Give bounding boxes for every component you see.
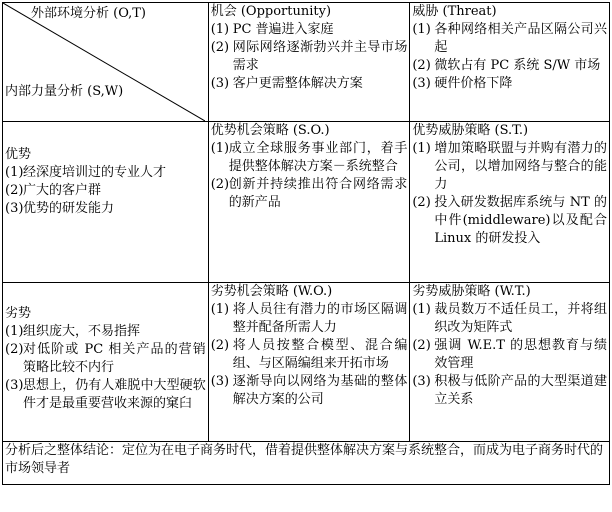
external-analysis-label: 外部环境分析 (O,T): [31, 6, 146, 21]
wt-strategy-list: [412, 301, 607, 409]
conclusion-text: 分析后之整体结论：定位为在电子商务时代，借着提供整体解决方案与系统整合，而成为电子商务时代的市场领导者: [3, 442, 610, 485]
st-strategy-list: [412, 140, 607, 248]
list-item: (3) 优势的研发能力: [5, 201, 115, 216]
swot-analysis-table: [2, 2, 610, 508]
weaknesses-title: 劣势: [5, 306, 32, 321]
st-strategy-title: 优势威胁策略 (S.T.): [412, 123, 529, 138]
opportunity-cell: [208, 3, 410, 122]
wo-strategy-cell: [208, 283, 410, 442]
internal-analysis-label: 内部力量分析 (S,W): [5, 84, 124, 99]
wo-strategy-title: 劣势机会策略 (W.O.): [210, 284, 333, 299]
list-item: (2) 将人员按整合模型、混合编组、与区隔编组来开拓市场: [210, 338, 408, 371]
list-item: (3) 硬件价格下降: [412, 76, 513, 91]
list-item: (3) 逐渐导向以网络为基础的整体解决方案的公司: [210, 374, 408, 407]
wo-strategy-list: [211, 301, 408, 409]
strengths-cell: [3, 122, 209, 283]
opportunity-title: 机会 (Opportunity): [210, 4, 332, 19]
so-strategy-list: [211, 140, 408, 212]
list-item: (1) 经深度培训过的专业人才: [5, 165, 167, 180]
diagonal-header-cell: [3, 3, 209, 122]
list-item: (1) 成立全球服务事业部门，着手提供整体解决方案－系统整合: [210, 141, 408, 174]
list-item: (2) 创新并持续推出符合网络需求的新产品: [210, 177, 408, 210]
weaknesses-row: [3, 283, 610, 442]
list-item: (3) 客户更需整体解决方案: [210, 76, 363, 91]
weaknesses-cell: [3, 283, 209, 442]
strengths-row: [3, 122, 610, 283]
opportunity-list: [211, 21, 408, 93]
list-item: (1) PC 普遍进入家庭: [210, 22, 334, 37]
list-item: (2) 对低阶或 PC 相关产品的营销策略比较不内行: [5, 342, 206, 375]
list-item: (3) 积极与低阶产品的大型渠道建立关系: [412, 374, 607, 407]
wt-strategy-cell: [410, 283, 610, 442]
list-item: (1) 各种网络相关产品区隔公司兴起: [412, 22, 607, 55]
list-item: (2) 强调 W.E.T 的思想教育与绩效管理: [412, 338, 607, 371]
strengths-list: [5, 164, 206, 218]
list-item: (1) 组织庞大，不易指挥: [5, 324, 141, 339]
threat-cell: [410, 3, 610, 122]
st-strategy-cell: [410, 122, 610, 283]
threat-title: 威胁 (Threat): [412, 4, 497, 19]
list-item: (2) 微软占有 PC 系统 S/W 市场: [412, 58, 601, 73]
list-item: (1) 裁员数万不适任员工，并将组织改为矩阵式: [412, 302, 607, 335]
list-item: (2) 投入研发数据库系统与 NT 的中件(middleware)以及配合 Linux 的研发投入: [412, 195, 607, 246]
strengths-title: 优势: [5, 147, 32, 162]
weaknesses-list: [5, 323, 206, 413]
list-item: (3) 思想上，仍有人难脱中大型硬软件才是最重要营收来源的窠臼: [5, 378, 206, 411]
conclusion-row: [3, 442, 610, 485]
so-strategy-cell: [208, 122, 410, 283]
threat-list: [412, 21, 607, 93]
so-strategy-title: 优势机会策略 (S.O.): [210, 123, 330, 138]
swot-grid: [2, 2, 610, 485]
wt-strategy-title: 劣势威胁策略 (W.T.): [412, 284, 531, 299]
list-item: (2) 广大的客户群: [5, 183, 102, 198]
list-item: (1) 将人员往有潜力的市场区隔调整并配备所需人力: [210, 302, 408, 335]
list-item: (2) 网际网络逐渐勃兴并主导市场需求: [210, 40, 408, 73]
list-item: (1) 增加策略联盟与并购有潜力的公司，以增加网络与整合的能力: [412, 141, 607, 192]
header-row: [3, 3, 610, 122]
